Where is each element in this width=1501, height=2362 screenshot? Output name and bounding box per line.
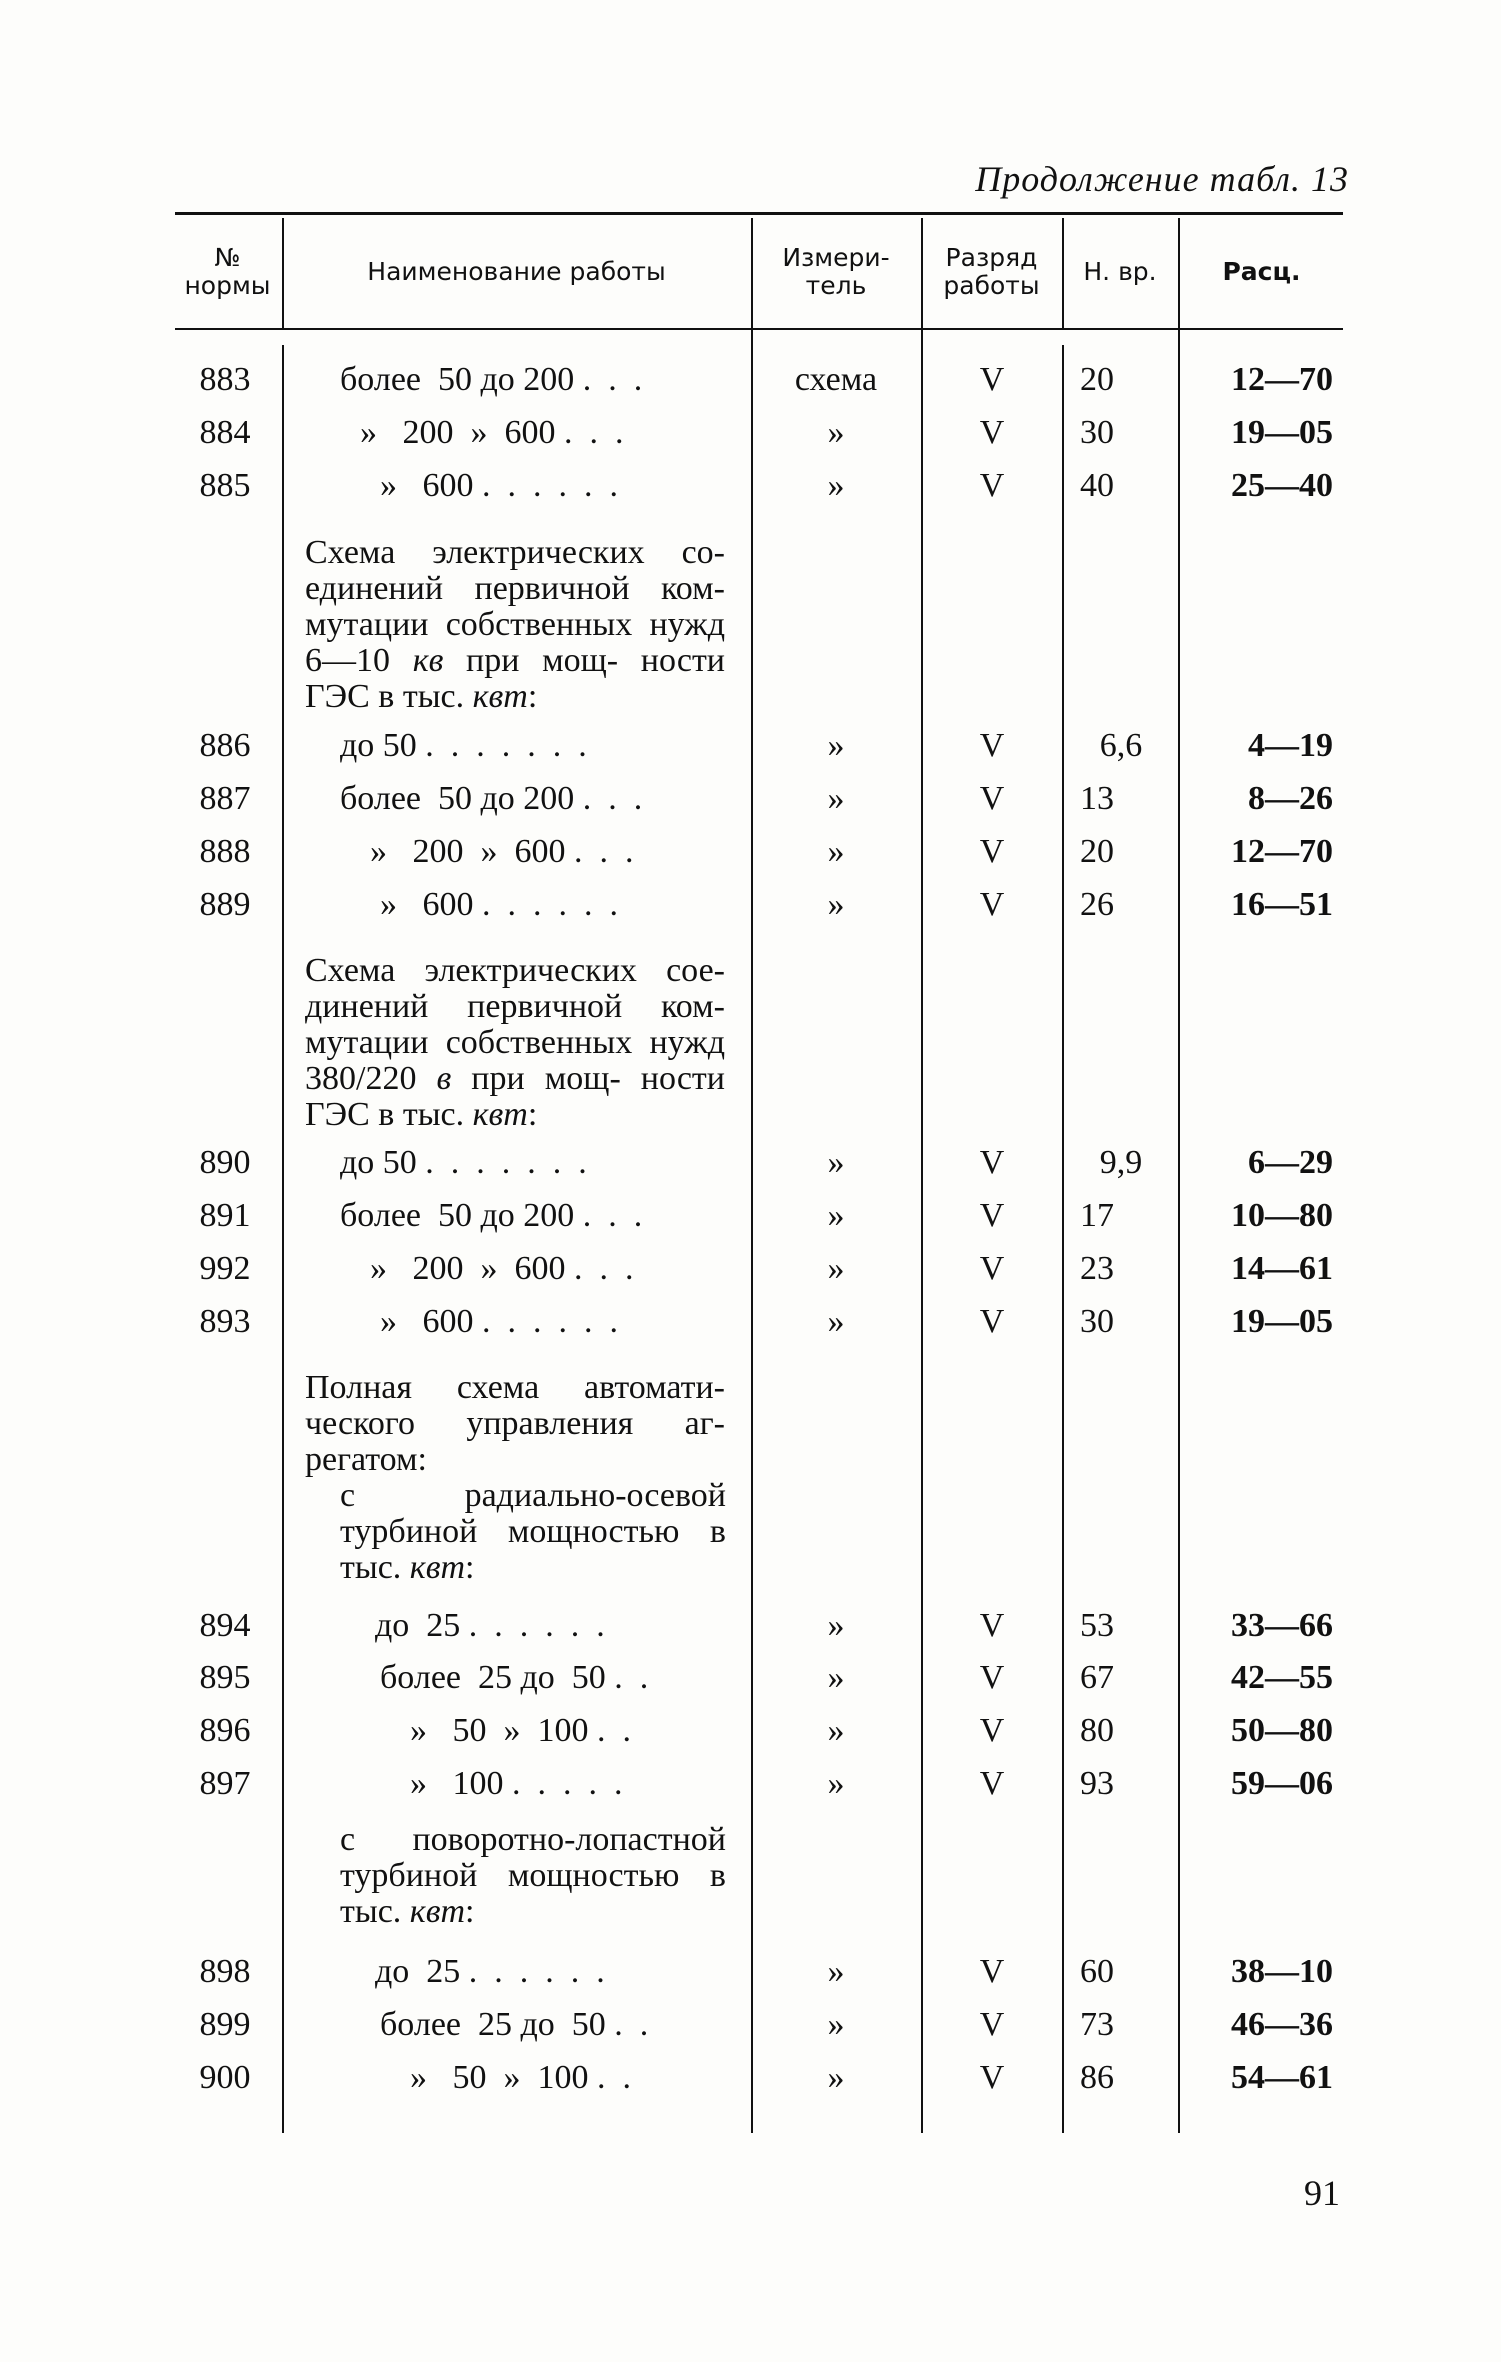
rate-value: 6—29 [1248, 1144, 1333, 1181]
table-row [0, 2058, 1501, 2108]
norm-number: 895 [199, 1659, 251, 1696]
measure-unit: » [827, 1250, 845, 1287]
page-number: 91 [1304, 2173, 1340, 2213]
norm-number: 992 [199, 1250, 251, 1287]
time-norm: 6,6 [1099, 727, 1143, 764]
header-hours: Н. вр. [1083, 257, 1157, 286]
measure-unit: » [827, 780, 845, 817]
measure-unit: » [827, 2006, 845, 2043]
work-name: » 200 » 600 . . . [370, 833, 634, 870]
time-norm: 20 [1080, 361, 1114, 398]
time-norm: 20 [1080, 833, 1114, 870]
norm-number: 898 [199, 1953, 251, 1990]
measure-unit: » [827, 727, 845, 764]
rate-value: 38—10 [1231, 1953, 1333, 1990]
table-row [0, 1764, 1501, 1814]
work-name: до 25 . . . . . . [375, 1607, 605, 1644]
work-grade: V [979, 1712, 1005, 1749]
rate-value: 19—05 [1231, 1303, 1333, 1340]
norm-number: 899 [199, 2006, 251, 2043]
time-norm: 40 [1080, 467, 1114, 504]
table-row [0, 1658, 1501, 1708]
measure-unit: » [827, 1953, 845, 1990]
subsection-description: с радиально-осевой турбиной мощностью в тыс. квт: [340, 1477, 726, 1586]
norm-number: 900 [199, 2059, 251, 2096]
norm-number: 894 [199, 1607, 251, 1644]
norm-number: 893 [199, 1303, 251, 1340]
table-row [0, 413, 1501, 463]
table-row [0, 1711, 1501, 1761]
rate-value: 59—06 [1231, 1765, 1333, 1802]
section-description: Полная схема автомати- ческого управления аг- регатом: [305, 1369, 725, 1478]
measure-unit: схема [794, 361, 878, 398]
time-norm: 93 [1080, 1765, 1114, 1802]
header-grade: Разряд работы [943, 243, 1040, 300]
measure-unit: » [827, 833, 845, 870]
table-row [0, 466, 1501, 516]
table-row [0, 726, 1501, 776]
norm-number: 896 [199, 1712, 251, 1749]
table-row [0, 779, 1501, 829]
measure-unit: » [827, 1303, 845, 1340]
time-norm: 86 [1080, 2059, 1114, 2096]
rate-value: 14—61 [1231, 1250, 1333, 1287]
work-grade: V [979, 1250, 1005, 1287]
rate-value: 12—70 [1231, 833, 1333, 870]
header-bottom-rule [175, 328, 1343, 330]
header-no: № нормы [184, 243, 271, 300]
norm-number: 886 [199, 727, 251, 764]
work-name: » 100 . . . . . [410, 1765, 623, 1802]
rate-value: 42—55 [1231, 1659, 1333, 1696]
norm-number: 890 [199, 1144, 251, 1181]
work-grade: V [979, 1197, 1005, 1234]
work-grade: V [979, 2059, 1005, 2096]
rate-value: 8—26 [1248, 780, 1333, 817]
work-grade: V [979, 780, 1005, 817]
subsection-description: с поворотно-лопастной турбиной мощностью в тыс. квт: [340, 1821, 726, 1930]
time-norm: 60 [1080, 1953, 1114, 1990]
work-grade: V [979, 1607, 1005, 1644]
measure-unit: » [827, 1607, 845, 1644]
work-grade: V [979, 361, 1005, 398]
work-name: » 50 » 100 . . [410, 1712, 631, 1749]
rate-value: 19—05 [1231, 414, 1333, 451]
measure-unit: » [827, 2059, 845, 2096]
measure-unit: » [827, 886, 845, 923]
header-rate: Расц. [1222, 257, 1301, 286]
measure-unit: » [827, 414, 845, 451]
header-name: Наименование работы [367, 257, 666, 286]
table-row [0, 832, 1501, 882]
work-grade: V [979, 1303, 1005, 1340]
time-norm: 23 [1080, 1250, 1114, 1287]
work-name: до 50 . . . . . . . [340, 1144, 587, 1181]
time-norm: 30 [1080, 414, 1114, 451]
table-row [0, 1302, 1501, 1352]
work-name: более 50 до 200 . . . [340, 361, 643, 398]
time-norm: 30 [1080, 1303, 1114, 1340]
header-measure: Измери- тель [782, 243, 890, 300]
table-top-rule [175, 212, 1343, 215]
table-row [0, 2005, 1501, 2055]
table-row [0, 360, 1501, 410]
work-name: » 600 . . . . . . [380, 886, 618, 923]
norm-number: 888 [199, 833, 251, 870]
work-name: до 50 . . . . . . . [340, 727, 587, 764]
table-row [0, 1952, 1501, 2002]
rate-value: 54—61 [1231, 2059, 1333, 2096]
table-caption: Продолжение табл. 13 [975, 159, 1349, 199]
table-row [0, 1606, 1501, 1656]
measure-unit: » [827, 1712, 845, 1749]
rate-value: 16—51 [1231, 886, 1333, 923]
work-name: более 50 до 200 . . . [340, 780, 643, 817]
work-grade: V [979, 727, 1005, 764]
table-row [0, 885, 1501, 935]
time-norm: 80 [1080, 1712, 1114, 1749]
rate-value: 50—80 [1231, 1712, 1333, 1749]
norm-number: 889 [199, 886, 251, 923]
work-name: более 25 до 50 . . [380, 2006, 649, 2043]
measure-unit: » [827, 1197, 845, 1234]
norm-number: 891 [199, 1197, 251, 1234]
work-name: » 200 » 600 . . . [360, 414, 624, 451]
rate-value: 10—80 [1231, 1197, 1333, 1234]
table-row [0, 1196, 1501, 1246]
time-norm: 13 [1080, 780, 1114, 817]
rate-value: 25—40 [1231, 467, 1333, 504]
norm-number: 883 [199, 361, 251, 398]
work-grade: V [979, 2006, 1005, 2043]
work-name: » 600 . . . . . . [380, 1303, 618, 1340]
time-norm: 17 [1080, 1197, 1114, 1234]
table-row [0, 1143, 1501, 1193]
norm-number: 884 [199, 414, 251, 451]
time-norm: 9,9 [1099, 1144, 1143, 1181]
rate-value: 12—70 [1231, 361, 1333, 398]
work-grade: V [979, 1144, 1005, 1181]
work-grade: V [979, 833, 1005, 870]
measure-unit: » [827, 1765, 845, 1802]
rate-value: 4—19 [1248, 727, 1333, 764]
work-grade: V [979, 1953, 1005, 1990]
work-grade: V [979, 886, 1005, 923]
work-grade: V [979, 414, 1005, 451]
work-name: более 25 до 50 . . [380, 1659, 649, 1696]
section-description: Схема электрических со- единений первичной ком- мутации собственных нужд 6—10 кв при мощ- ности ГЭС в тыс. квт: [305, 534, 725, 715]
work-grade: V [979, 1765, 1005, 1802]
work-name: » 50 » 100 . . [410, 2059, 631, 2096]
measure-unit: » [827, 467, 845, 504]
work-grade: V [979, 1659, 1005, 1696]
table-row [0, 1249, 1501, 1299]
work-name: до 25 . . . . . . [375, 1953, 605, 1990]
work-name: » 200 » 600 . . . [370, 1250, 634, 1287]
rate-value: 46—36 [1231, 2006, 1333, 2043]
time-norm: 26 [1080, 886, 1114, 923]
norm-number: 897 [199, 1765, 251, 1802]
time-norm: 67 [1080, 1659, 1114, 1696]
measure-unit: » [827, 1659, 845, 1696]
work-name: более 50 до 200 . . . [340, 1197, 643, 1234]
norm-number: 885 [199, 467, 251, 504]
work-grade: V [979, 467, 1005, 504]
work-name: » 600 . . . . . . [380, 467, 618, 504]
measure-unit: » [827, 1144, 845, 1181]
norm-number: 887 [199, 780, 251, 817]
time-norm: 53 [1080, 1607, 1114, 1644]
section-description: Схема электрических сое- динений первичной ком- мутации собственных нужд 380/220 в при мощ- ности ГЭС в тыс. квт: [305, 952, 725, 1133]
rate-value: 33—66 [1231, 1607, 1333, 1644]
time-norm: 73 [1080, 2006, 1114, 2043]
